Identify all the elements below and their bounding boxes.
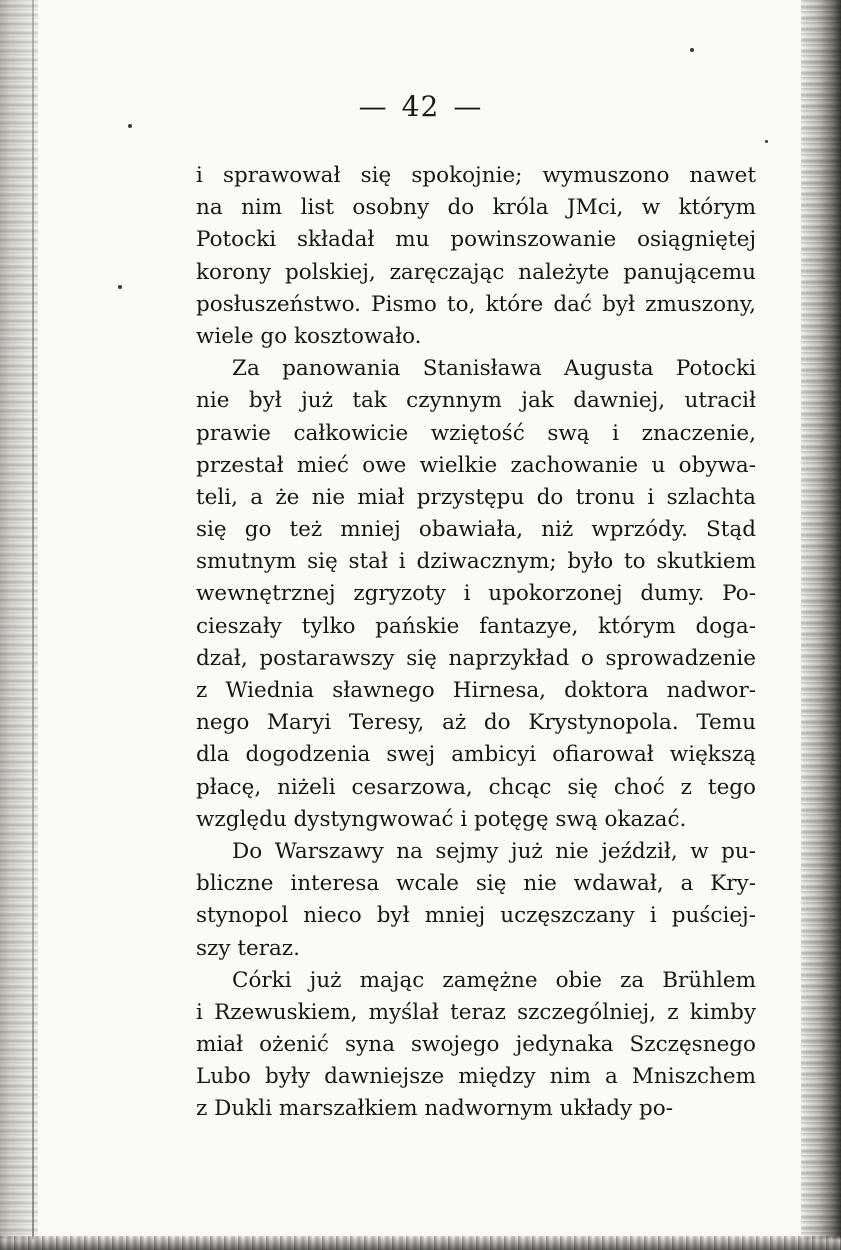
text-line: Do Warszawy na sejmy już nie jeździł, w pu- [232,838,756,864]
page-number-dash-left: — [358,90,388,123]
ink-speck [128,124,132,128]
text-line: cieszały tylko pańskie fantazye, którym doga- [196,613,756,639]
text-line: dzał, postarawszy się naprzykład o sprowadzenie [196,645,756,671]
text-line: wiele go kosztowało. [196,323,422,349]
text-line: szy teraz. [196,935,300,961]
scan-right-edge [801,0,841,1250]
text-line: na nim list osobny do króla JMci, w którym [196,195,756,221]
page-number [0,90,841,123]
text-line: nie był już tak czynnym jak dawniej, utracił [196,388,756,414]
text-line: z Wiednia sławnego Hirnesa, doktora nadwor- [196,678,756,703]
text-line: teli, a że nie miał przystępu do tronu i szlachta [196,484,756,510]
ink-speck [765,140,768,143]
text-line: prawie całkowicie wziętość swą i znaczenie, [196,420,756,446]
ink-speck [118,285,122,289]
text-line: nego Maryi Teresy, aż do Krystynopola. Temu [196,710,756,736]
scan-bottom-edge [0,1236,841,1250]
text-line: korony polskiej, zaręczając należyte panującemu [196,259,756,285]
text-line: Córki już mając zamężne obie za Brühlem [232,967,756,993]
page-number-value: 42 [401,90,440,123]
text-line: stynopol nieco był mniej uczęszczany i puściej- [196,903,756,929]
paragraph [196,160,756,353]
text-line: miał ożenić syna swojego jedynaka Szczęsnego [196,1032,756,1058]
text-line: dla dogodzenia swej ambicyi ofiarował większą [196,742,756,768]
binding-line [32,0,34,1250]
page-number-dash-right: — [453,90,483,123]
ink-speck [690,48,694,52]
text-line: i Rzewuskiem, myślał teraz szczególniej, z kimby [196,999,756,1025]
text-line: przestał mieć owe wielkie zachowanie u obywa- [196,452,756,478]
text-line: płacę, niżeli cesarzowa, chcąc się choć z tego [196,774,756,800]
text-line: wewnętrznej zgryzoty i upokorzonej dumy. Po- [196,581,756,607]
text-line: się go też mniej obawiała, niż wprzódy. Stąd [196,517,756,543]
text-line: Lubo były dawniejsze między nim a Mniszchem [196,1064,756,1090]
text-line: Za panowania Stanisława Augusta Potocki [232,356,756,382]
text-line: względu dystyngwować i potęgę swą okazać. [196,806,687,832]
paragraph [196,965,756,1126]
paragraph [196,353,756,836]
body-text [196,160,756,1126]
text-line: Potocki składał mu powinszowanie osiągniętej [196,227,756,253]
paragraph [196,836,756,965]
text-line: smutnym się stał i dziwacznym; było to skutkiem [196,549,756,575]
text-line: posłuszeństwo. Pismo to, które dać był zmuszony, [196,291,756,317]
text-line: z Dukli marszałkiem nadwornym układy po- [196,1096,673,1122]
text-line: bliczne interesa wcale się nie wdawał, a Kry- [196,871,756,897]
text-line: i sprawował się spokojnie; wymuszono nawet [196,163,756,188]
